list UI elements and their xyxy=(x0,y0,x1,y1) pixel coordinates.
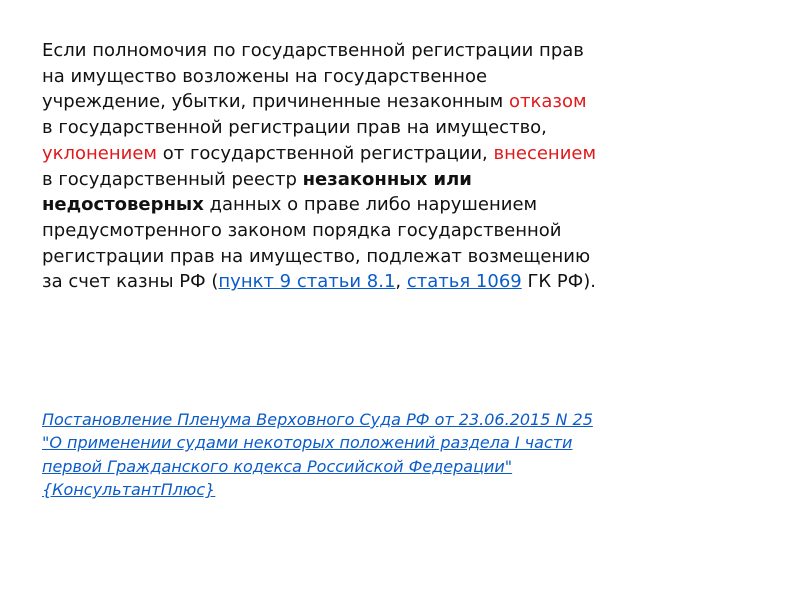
bold-phrase: незаконных или недостоверных xyxy=(42,168,472,216)
highlight-evasion: уклонением xyxy=(42,142,158,164)
main-paragraph xyxy=(42,38,602,295)
text-part-5: данных о праве либо нарушением предусмотренного законом порядка государственной регистрации прав на имущество, подлежат возмещению за счет казны РФ ( xyxy=(42,194,591,293)
law-link-article-1069[interactable]: статья 1069 xyxy=(406,271,522,293)
text-part-6: ГК РФ). xyxy=(521,271,597,293)
source-reference xyxy=(42,408,602,502)
text-part-2: в государственной регистрации прав на имущество, xyxy=(42,117,547,139)
text-part-1: Если полномочия по государственной регистрации прав на имущество возложены на государственное учреждение, убытки, причиненные незаконным xyxy=(42,40,584,113)
law-link-article-8-1[interactable]: пункт 9 статьи 8.1 xyxy=(218,271,396,293)
highlight-refusal: отказом xyxy=(508,91,587,113)
text-part-3: от государственной регистрации, xyxy=(157,142,494,164)
source-link[interactable]: Постановление Пленума Верховного Суда РФ от 23.06.2015 N 25 "О применении судами некоторых положений раздела I части первой Гражданского кодекса Российской Федерации" {КонсультантПлюс} xyxy=(42,410,593,500)
highlight-entry: внесением xyxy=(493,142,597,164)
text-part-4: в государственный реестр xyxy=(42,168,303,190)
link-separator: , xyxy=(395,271,407,293)
